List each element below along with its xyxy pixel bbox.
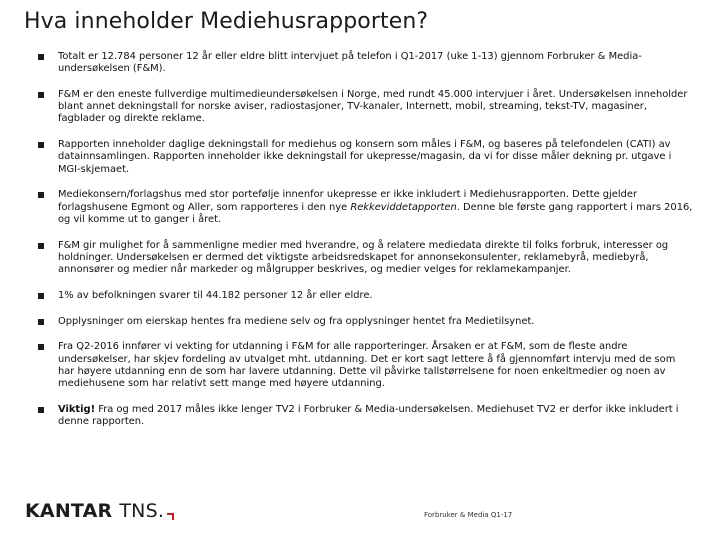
bullet-item-8 — [38, 341, 694, 390]
bullet-item-3 — [38, 139, 694, 176]
bullet-square-icon — [38, 293, 44, 299]
footer-label: Forbruker & Media Q1-17 — [424, 511, 513, 519]
bullet-square-icon — [38, 319, 44, 325]
bullet-text-part: . Denne ble første gang rapportert i mars 2016, og vil komme ut to ganger i året. — [58, 201, 693, 225]
bullet-text — [58, 189, 694, 226]
bullet-text: Opplysninger om eierskap hentes fra mediene selv og fra opplysninger hentet fra Medietilsynet. — [58, 315, 535, 327]
bullet-item-1 — [38, 51, 694, 75]
bullet-item-6 — [38, 290, 694, 302]
bullet-square-icon — [38, 192, 44, 198]
bullet-text-part: Fra og med 2017 måles ikke lenger TV2 i Forbruker & Media-undersøkelsen. Mediehuset TV2 er derfor ikke inkludert i denne rapporten. — [58, 403, 679, 428]
bullet-text: Totalt er 12.784 personer 12 år eller eldre blitt intervjuet på telefon i Q1-2017 (uke 1-13) gjennom Forbruker & Media-undersøkelsen (F&M). — [58, 51, 642, 75]
important-label: Viktig! — [58, 403, 96, 415]
bullet-square-icon — [38, 54, 44, 60]
bullet-text: 1% av befolkningen svarer til 44.182 personer 12 år eller eldre. — [58, 289, 373, 301]
bullet-item-5 — [38, 240, 694, 277]
logo-main-text: KANTAR — [25, 500, 113, 522]
bullet-square-icon — [38, 243, 44, 249]
bullet-square-icon — [38, 344, 44, 350]
bullet-square-icon — [38, 407, 44, 413]
logo-sub-text: TNS. — [119, 500, 165, 522]
bullet-item-4 — [38, 189, 694, 226]
bullet-square-icon — [38, 92, 44, 98]
bullet-text: Rapporten inneholder daglige dekningstall for mediehus og konsern som måles i F&M, og baseres på telefondelen (CATI) av datainnsamlingen. Rapporten inneholder ikke dekningstall for ukepresse/magasin, da vi for disse måler dekning pr. utgave i MGI-skjemaet. — [58, 139, 672, 175]
logo-corner-mark-icon — [166, 500, 174, 522]
bullet-text: Fra Q2-2016 innfører vi vekting for utdanning i F&M for alle rapporteringer. Årsaken er at F&M, som de fleste andre undersøkelser, har skjev fordeling av utvalget mht. utdanning. Det er kort sagt lettere å få gjennomført intervju med de som har høyere utdanning enn de som har lavere utdanning. Dette vil påvirke tallstørrelsene for noen enkeltmedier og noen av mediehusene som har relativt sett mange med høyere utdanning. — [58, 341, 676, 390]
bullet-item-9 — [38, 404, 694, 428]
bullet-text-part: Mediekonsern/forlagshus med stor portefølje innenfor ukepresse er ikke inkludert i Mediehusrapporten. Dette gjelder forlagshusene Egmont og Aller, som rapporteres i den nye — [58, 189, 638, 213]
bullet-text: F&M er den eneste fullverdige multimedieundersøkelsen i Norge, med rundt 45.000 intervjuer i året. Undersøkelsen inneholder blant annet dekningstall for norske aviser, radiostasjoner, TV-kanaler, Internett, mobil, streaming, tekst-TV, magasiner, fagblader og direkte reklame. — [58, 89, 688, 125]
bullet-item-7 — [38, 316, 694, 328]
report-name-link-text: Rekkeviddetapporten — [350, 201, 457, 213]
bullet-square-icon — [38, 142, 44, 148]
bullet-text: F&M gir mulighet for å sammenligne medier med hverandre, og å relatere mediedata direkte til folks forbruk, interesser og holdninger. Undersøkelsen er dermed det viktigste arbeidsredskapet for annonsekonsulenter, reklamebyrå, mediebyrå, annonsører og medier når markeder og målgrupper beskrives, og medier velges for reklamekampanjer. — [58, 239, 669, 276]
bullet-item-2 — [38, 89, 694, 126]
kantar-tns-logo — [25, 500, 174, 522]
bullet-list — [38, 51, 694, 442]
bullet-text — [58, 404, 694, 428]
page-title: Hva inneholder Mediehusrapporten? — [24, 9, 429, 34]
